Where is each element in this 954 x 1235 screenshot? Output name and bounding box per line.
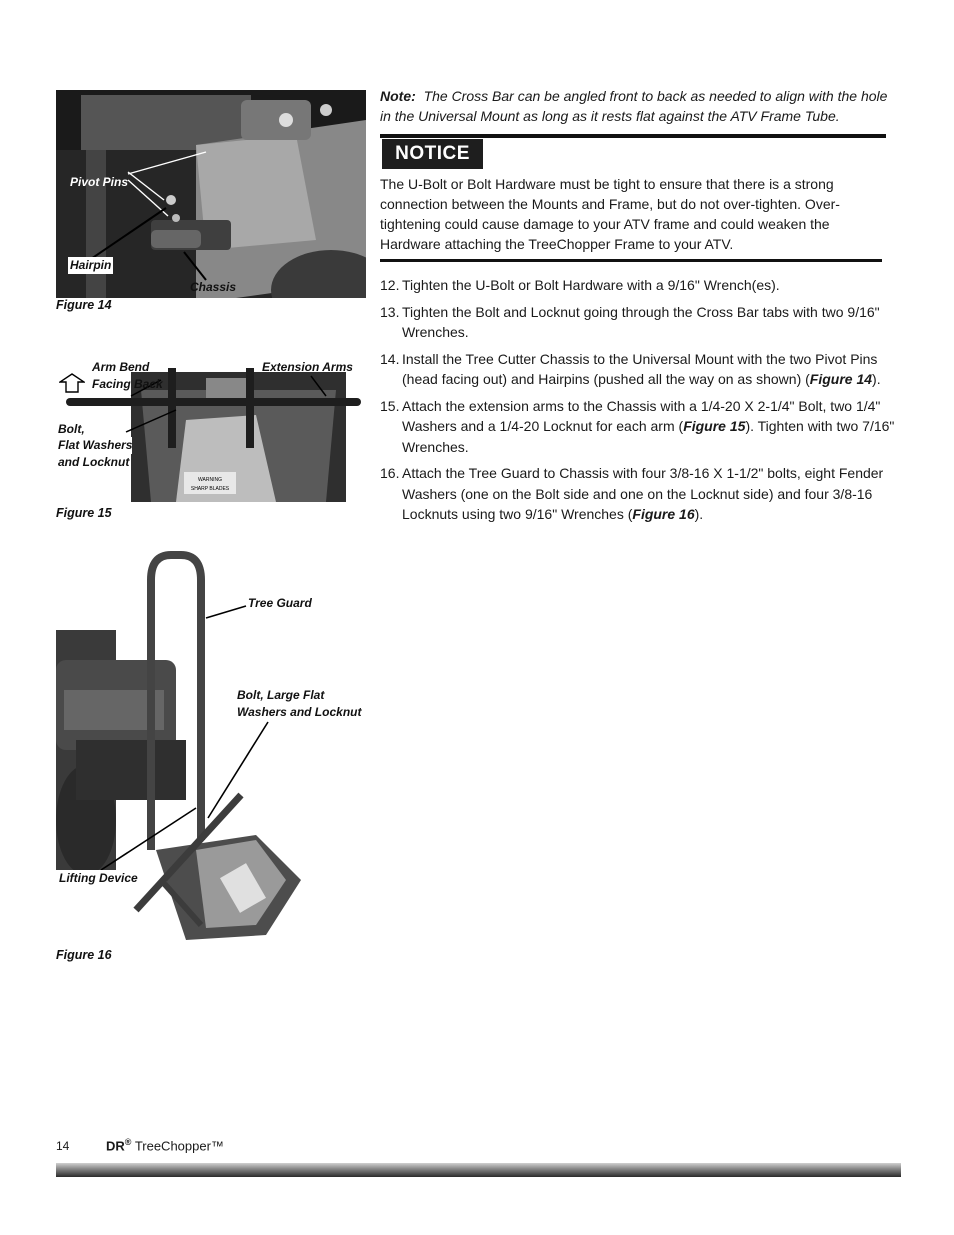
notice-text: The U-Bolt or Bolt Hardware must be tight to ensure that there is a strong connection between the Mounts and Frame, but do not over-tighten. Over-tightening could cause damage to your ATV frame and could weaken the Hardware attaching the TreeChopper Frame to your ATV. [380,176,840,252]
callout-bolt-line-3: and Locknut [58,455,130,469]
note-label: Note: [380,88,416,104]
callout-extension-arms: Extension Arms [262,360,353,374]
step-number: 14. [380,350,400,367]
figure-15-caption: Figure 15 [56,506,112,520]
step-number: 12. [380,277,400,293]
callout-arm-bend-line-2: Facing Back [92,377,163,391]
registered-mark: ® [124,1137,132,1147]
notice-bottom-rule [380,259,882,262]
arrow-up-icon [59,373,85,393]
callout-bolt-large-line-2: Washers and Locknut [237,705,362,719]
callout-chassis: Chassis [190,280,237,294]
step-text [402,396,900,458]
footer-brand [106,1137,224,1153]
note-paragraph [380,86,900,126]
step-text-pre: Install the Tree Cutter Chassis to the Universal Mount with the two Pivot Pins (head facing out) and Hairpins (pushed all the way on as shown) ( [402,350,878,387]
step-text-post: ). Tighten with two 7/16" Wrenches. [402,418,895,455]
step-12 [380,275,900,296]
figure-15-decal-line-1: WARNING [198,477,222,483]
callout-arm-bend-line-1: Arm Bend [92,360,150,374]
step-text-post: ). [872,371,881,387]
step-15 [380,396,900,458]
notice-label: NOTICE [382,139,483,169]
figure-15-decal-line-2: SHARP BLADES [190,486,230,492]
notice-top-rule [380,134,886,138]
step-number: 15. [380,397,400,414]
step-text: Tighten the U-Bolt or Bolt Hardware with a 9/16" Wrench(es). [402,277,780,293]
step-text-pre: Attach the Tree Guard to Chassis with four 3/8-16 X 1-1/2" bolts, eight Fender Washers (one on the Bolt side and one on the Locknut side) and four 3/8-16 Locknuts using two 9/16" Wrenches ( [402,465,884,522]
callout-bolt-line-1: Bolt, [58,422,85,436]
callout-bolt-line-2: Flat Washers [58,438,133,452]
step-text-post: ). [694,506,704,522]
callout-tree-guard: Tree Guard [248,596,312,610]
figure-14-reference: Figure 14 [809,371,873,387]
step-text-pre: Attach the extension arms to the Chassis with a 1/4-20 X 2-1/4" Bolt, two 1/4" Washers and a 1/4-20 Locknut for each arm ( [402,397,881,434]
page-number: 14 [56,1139,70,1153]
step-number: 13. [380,303,400,320]
figure-16-caption: Figure 16 [56,948,112,962]
step-text [402,463,900,525]
step-text: Tighten the Bolt and Locknut going through the Cross Bar tabs with two 9/16" Wrenches. [402,303,880,340]
step-14 [380,349,900,390]
product-name: TreeChopper™ [134,1138,224,1154]
step-16 [380,463,900,525]
brand-name: DR [106,1138,125,1154]
note-text: The Cross Bar can be angled front to back as needed to align with the hole in the Universal Mount as long as it rests flat against the ATV Frame Tube. [380,88,888,124]
step-text [402,349,900,390]
figure-15-reference: Figure 15 [683,418,746,434]
instruction-steps [380,275,900,531]
footer-bar [56,1163,901,1177]
figure-16-reference: Figure 16 [632,506,695,522]
step-number: 16. [380,465,400,481]
step-13 [380,302,900,343]
figure-14-caption: Figure 14 [56,298,112,312]
callout-pivot-pins: Pivot Pins [70,175,129,189]
callout-lifting-device: Lifting Device [59,871,138,885]
callout-hairpin: Hairpin [70,258,112,272]
callout-bolt-large-line-1: Bolt, Large Flat [237,688,325,702]
